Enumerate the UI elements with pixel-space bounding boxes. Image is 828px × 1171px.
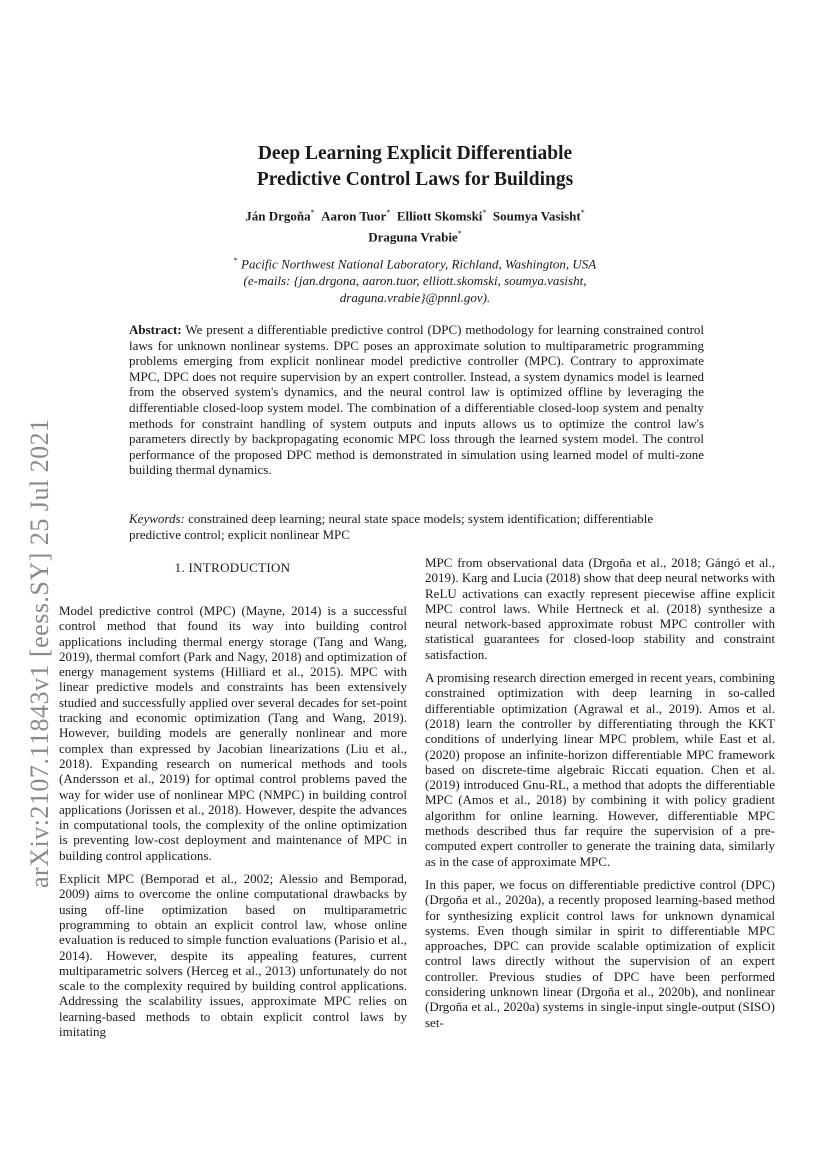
abstract-text: We present a differentiable predictive control (DPC) methodology for learning constrained control laws for unknown nonlinear systems. DPC poses an approximate solution to multiparametric programming problems emerging from explicit nonlinear model predictive controller (MPC). Contrary to approximate MPC, DPC does not require supervision by an expert controller. Instead, a system dynamics model is learned from the observed system's dynamics, and the neural control law is optimized offline by leveraging the differentiable closed-loop system model. The combination of a differentiable closed-loop system and penalty methods for constraint handling of system outputs and inputs allows us to optimize the control law's parameters directly by backpropagating economic MPC loss through the learned system model. The control performance of the proposed DPC method is demonstrated in simulation using learned model of multi-zone building thermal dynamics. [129,322,705,478]
body-paragraph: MPC from observational data (Drgoňa et al., 2018; Gángó et al., 2019). Karg and Lucia (2018) show that deep neural networks with ReLU activations can exactly represent piecewise affine explicit MPC control laws. While Hertneck et al. (2018) synthesize a neural network-based approximate robust MPC controller with statistical guarantees for closed-loop stability and constraint satisfaction. [425,555,775,662]
abstract-block [129,322,704,478]
body-paragraph: A promising research direction emerged in recent years, combining constrained optimization with deep learning in so-called differentiable optimization (Agrawal et al., 2019). Amos et al. (2018) learn the controller by differentiating through the KKT conditions of underlying linear MPC problem, while East et al. (2020) propose an infinite-horizon differentiable MPC framework based on discrete-time algebraic Riccati equation. Chen et al. (2019) introduced Gnu-RL, a method that adopts the differentiable MPC (Amos et al., 2018) by combining it with policy gradient algorithm for online learning. However, differentiable MPC methods described thus far require the supervision of a pre-computed expert controller to generate the training data, similarly as in the case of approximate MPC. [425,670,775,869]
author-line-1 [150,204,680,225]
section-heading-introduction: 1. INTRODUCTION [174,560,291,575]
abstract-label: Abstract: [129,322,182,337]
right-column [425,555,775,1038]
keywords-block [129,511,704,543]
affiliation-marker: * [457,229,462,239]
affiliation-line-2: (e-mails: {jan.drgona, aaron.tuor, elliott.skomski, soumya.vasisht, [243,273,587,289]
keywords-text: constrained deep learning; neural state space models; system identification; differentiable predictive control; explicit nonlinear MPC [129,511,654,542]
arxiv-identifier-stamp: arXiv:2107.11843v1 [eess.SY] 25 Jul 2021 [25,418,54,888]
affiliation-marker: * [233,256,238,265]
author-name: Ján Drgoňa [245,208,311,224]
affiliation-marker: * [580,208,585,217]
left-column [59,603,407,1047]
affiliation-line-1 [150,252,680,272]
affiliation-institution: Pacific Northwest National Laboratory, Richland, Washington, USA [241,256,597,272]
author-name: Draguna Vrabie [368,229,458,245]
title-line-2: Predictive Control Laws for Buildings [256,169,574,190]
body-paragraph: Model predictive control (MPC) (Mayne, 2014) is a successful control method that found its way into building control applications including thermal energy storage (Tang and Wang, 2019), thermal comfort (Park and Nagy, 2018) and optimization of energy management systems (Hilliard et al., 2015). MPC with linear predictive models and constraints has been extensively studied and successfully applied over several decades for set-point tracking and economic optimization (Tang and Wang, 2019). However, building models are generally nonlinear and more complex than expressed by Jacobian linearizations (Liu et al., 2018). Expanding research on numerical methods and tools (Andersson et al., 2019) for optimal control problems paved the way for wider use of nonlinear MPC (NMPC) in building control applications (Jorissen et al., 2018). However, despite the advances in computational tools, the complexity of the online optimization is preventing low-cost deployment and maintenance of MPC in building control applications. [59,603,407,863]
title-line-1: Deep Learning Explicit Differentiable [257,143,573,164]
affiliation-marker: * [310,208,315,217]
affiliation-marker: * [386,208,391,217]
author-line-2 [150,225,680,246]
paper-title [150,141,680,193]
affiliation-line-3: draguna.vrabie}@pnnl.gov). [339,290,491,306]
author-name: Aaron Tuor [321,208,387,224]
keywords-label: Keywords: [129,511,185,526]
body-paragraph: In this paper, we focus on differentiable predictive control (DPC) (Drgoňa et al., 2020a), a recently proposed learning-based method for synthesizing explicit control laws for unknown dynamical systems. Even though similar in spirit to differentiable MPC approaches, DPC can provide scalable optimization of explicit control laws directly without the supervision of an expert controller. Previous studies of DPC have been performed considering unknown linear (Drgoňa et al., 2020b), and nonlinear (Drgoňa et al., 2020a) systems in single-input single-output (SISO) set- [425,876,775,1030]
author-list [150,204,680,247]
author-name: Elliott Skomski [396,208,483,224]
affiliation-block [150,252,680,306]
affiliation-marker: * [482,208,487,217]
body-paragraph: Explicit MPC (Bemporad et al., 2002; Alessio and Bemporad, 2009) aims to overcome the online computational drawbacks by using off-line optimization based on multiparametric programming to obtain an explicit control law, whose online evaluation is reduced to simple function evaluations (Parisio et al., 2014). However, despite its appealing features, current multiparametric solvers (Herceg et al., 2013) unfortunately do not scale to the complexity required by building control applications. Addressing the scalability issues, approximate MPC relies on learning-based methods to obtain explicit control laws by imitating [59,871,407,1040]
author-name: Soumya Vasisht [492,208,581,224]
